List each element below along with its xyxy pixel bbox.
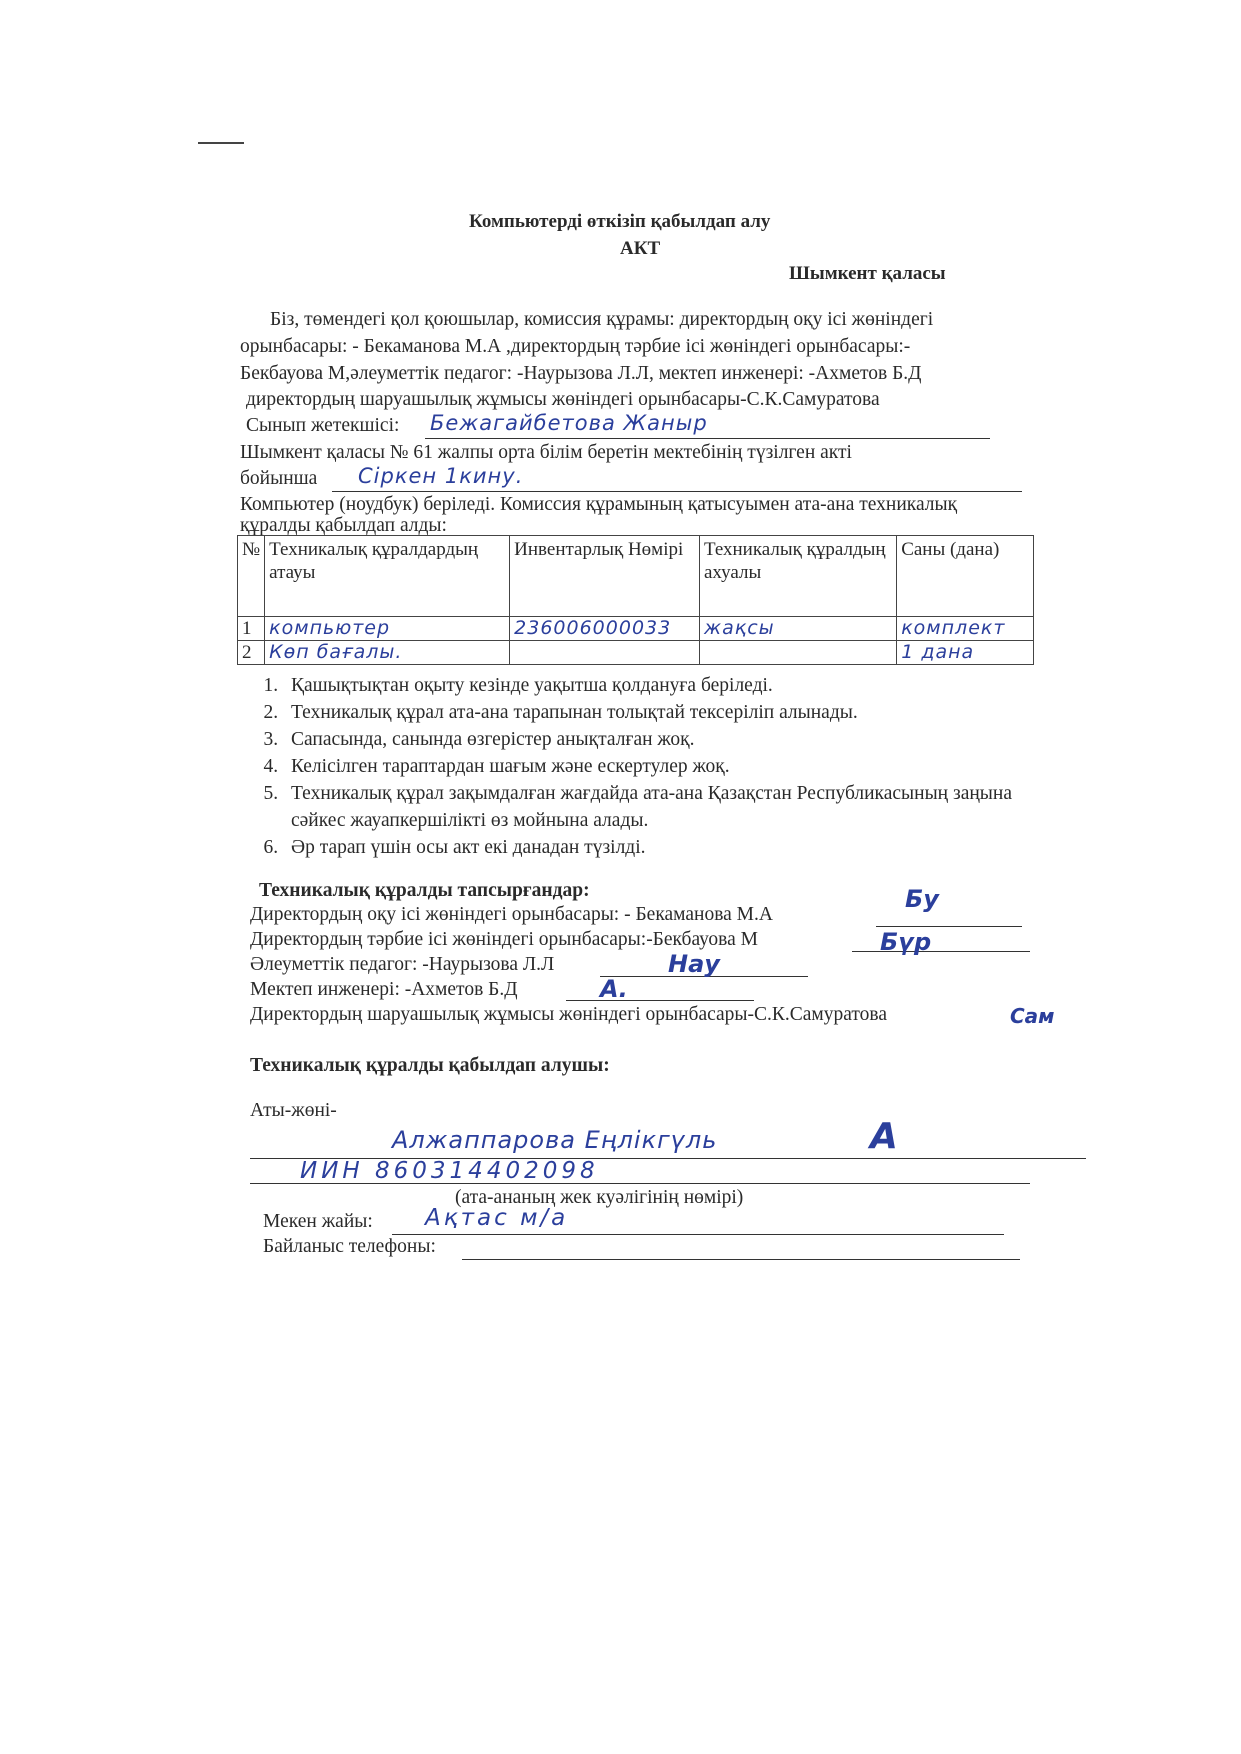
giver-1-signature: Бу [905, 885, 939, 913]
act-title-line2: АКТ [620, 238, 661, 259]
list-item: 1. Қашықтықтан оқыту кезінде уақытша қолдануға беріледі. [283, 672, 1083, 699]
row-name: Көп бағалы. [265, 641, 510, 665]
act-title-line1: Компьютерді өткізіп қабылдап алу [469, 211, 771, 232]
table-row [238, 617, 1034, 641]
giver-line-2: Директордың тәрбие ісі жөніндегі орынбасары:-Бекбауова М [250, 929, 758, 950]
class-teacher-label: Сынып жетекшісі: [246, 415, 400, 436]
basis-handwritten: Сіркен 1кину. [358, 464, 524, 488]
givers-heading: Техникалық құралды тапсырғандар: [259, 880, 590, 901]
row-name: компьютер [265, 617, 510, 641]
handover-line-1: Компьютер (ноудбук) беріледі. Комиссия құрамының қатысуымен ата-ана техникалық [240, 494, 958, 515]
receiver-address-underline [392, 1234, 1004, 1235]
row-no: 2 [238, 641, 265, 665]
basis-underline [332, 491, 1022, 492]
giver-line-4: Мектеп инженері: -Ахметов Б.Д [250, 979, 518, 1000]
receiver-signature: А [870, 1116, 898, 1157]
giver-line-5: Директордың шаруашылық жұмысы жөніндегі орынбасары-С.К.Самуратова [250, 1004, 888, 1025]
class-teacher-handwritten: Бежагайбетова Жаныр [430, 411, 708, 435]
school-line: Шымкент қаласы № 61 жалпы орта білім беретін мектебінің түзілген акті [240, 442, 852, 463]
row-inventory: 236006000033 [510, 617, 700, 641]
giver-2-signature: Бүр [880, 928, 932, 956]
class-teacher-underline [425, 438, 990, 439]
giver-5-signature: Сам [1010, 1004, 1055, 1028]
receiver-address-label: Мекен жайы: [263, 1211, 373, 1232]
receiver-iin-underline [250, 1183, 1030, 1184]
giver-3-signature: Нау [668, 950, 720, 978]
giver-4-underline [566, 1000, 754, 1001]
receiver-id-note: (ата-ананың жек куәлігінің нөмірі) [455, 1187, 744, 1208]
row-qty: комплект [897, 617, 1034, 641]
city-label: Шымкент қаласы [789, 263, 946, 284]
table-header-row [238, 536, 1034, 617]
header-name: Техникалық құралдардың атауы [265, 536, 510, 617]
receiver-phone-underline [462, 1259, 1020, 1260]
receiver-name-handwritten: Алжаппарова Еңлікгүль [392, 1126, 718, 1154]
giver-1-underline [876, 926, 1022, 927]
intro-line-2: орынбасары: - Бекаманова М.А ,директордың тәрбие ісі жөніндегі орынбасары:- [240, 336, 911, 357]
giver-line-1: Директордың оқу ісі жөніндегі орынбасары: - Бекаманова М.А [250, 904, 773, 925]
receiver-address-handwritten: Ақтас м/а [425, 1205, 569, 1231]
header-condition: Техникалық құралдың ахуалы [699, 536, 896, 617]
row-qty: 1 дана [897, 641, 1034, 665]
giver-2-underline [852, 951, 1030, 952]
list-item: 5. Техникалық құрал зақымдалған жағдайда ата-ана Қазақстан Республикасының заңына сәйкес жауапкершілікті өз мойнына алады. [283, 780, 1061, 834]
equipment-table [237, 535, 1034, 665]
header-qty: Саны (дана) [897, 536, 1034, 617]
row-condition: жақсы [699, 617, 896, 641]
intro-line-3: Бекбауова М,әлеуметтік педагог: -Наурызова Л.Л, мектеп инженері: -Ахметов Б.Д [240, 363, 922, 384]
list-item: 4. Келісілген тараптардан шағым және ескертулер жоқ. [283, 753, 1083, 780]
intro-line-1: Біз, төмендегі қол қоюшылар, комиссия құрамы: директордың оқу ісі жөніндегі [270, 309, 934, 330]
corner-dash-mark [198, 142, 244, 144]
row-condition [699, 641, 896, 665]
header-no: № [238, 536, 265, 617]
row-inventory [510, 641, 700, 665]
header-inventory: Инвентарлық Нөмірі [510, 536, 700, 617]
list-item: 3. Сапасында, санында өзгерістер анықталған жоқ. [283, 726, 1083, 753]
terms-list [255, 672, 1083, 861]
receiver-phone-label: Байланыс телефоны: [263, 1236, 436, 1257]
list-item: 2. Техникалық құрал ата-ана тарапынан толықтай тексеріліп алынады. [283, 699, 1083, 726]
basis-label: бойынша [240, 468, 318, 489]
handover-line-2: құралды қабылдап алды: [240, 515, 447, 536]
receiver-iin-handwritten: ИИН 860314402098 [300, 1158, 599, 1184]
receiver-heading: Техникалық құралды қабылдап алушы: [250, 1055, 610, 1076]
intro-line-4: директордың шаруашылық жұмысы жөніндегі орынбасары-С.К.Самуратова [246, 389, 880, 410]
receiver-name-label: Аты-жөні- [250, 1100, 337, 1121]
giver-4-signature: А. [600, 975, 628, 1003]
table-row [238, 641, 1034, 665]
row-no: 1 [238, 617, 265, 641]
giver-line-3: Әлеуметтік педагог: -Наурызова Л.Л [250, 954, 555, 975]
list-item: 6. Әр тарап үшін осы акт екі данадан түзілді. [283, 834, 1083, 861]
